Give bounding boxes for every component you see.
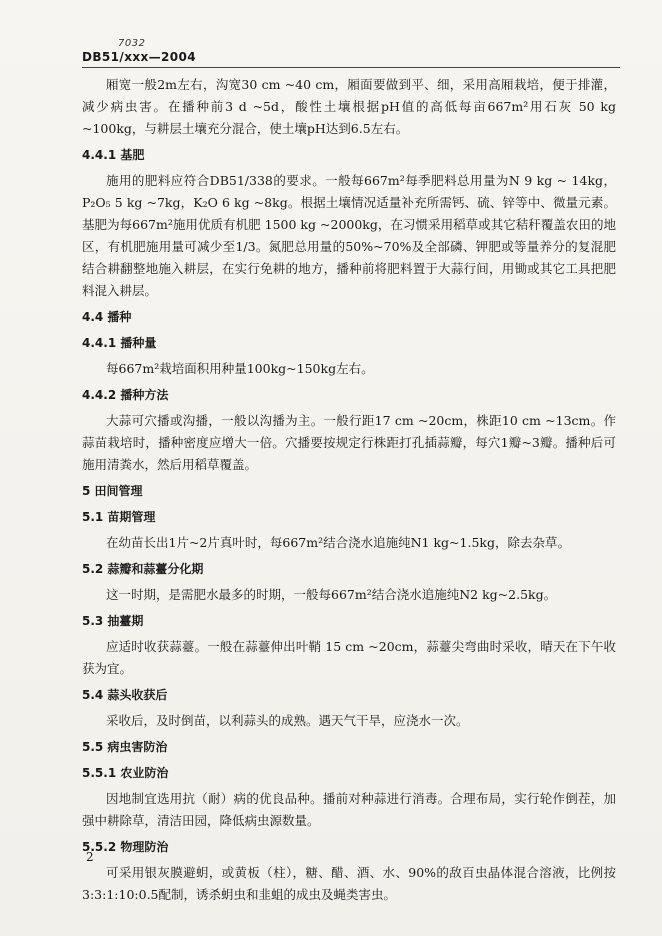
paragraph-seed-amount: 每667m²栽培面积用种量100kg~150kg左右。	[106, 361, 374, 376]
section-5-5-pest-control: 5.5 病虫害防治	[82, 740, 168, 754]
section-5-2-differentiation: 5.2 蒜瓣和蒜薹分化期	[82, 562, 204, 576]
page-number: 2	[86, 850, 94, 864]
document-id: DB51/xxx—2004	[82, 50, 197, 64]
paragraph-sowing-method: 大蒜可穴播或沟播，一般以沟播为主。一般行距17 cm ~20cm，株距10 cm ~13cm。作蒜苗栽培时，播种密度应增大一倍。穴播要按规定行株距打孔插蒜瓣，每穴1瓣~3瓣。播种后可施用清粪水，然后用稻草覆盖。	[82, 413, 616, 472]
paragraph-base-fertilizer: 施用的肥料应符合DB51/338的要求。一般每667m²每季肥料总用量为N 9 kg ~ 14kg，P₂O₅ 5 kg ~7kg，K₂O 6 kg ~8kg。根据土壤情况适量补充所需钙、硫、锌等中、微量元素。基肥为每667m²施用优质有机肥 1500 kg ~2000kg，在习惯采用稻草或其它秸秆覆盖农田的地区，有机肥施用量可减少至1/3。氮肥总用量的50%~70%及全部磷、钾肥或等量养分的复混肥结合耕翻整地施入耕层，在实行免耕的地方，播种前将肥料置于大蒜行间，用锄或其它工具把肥料混入耕层。	[82, 173, 616, 298]
section-5-5-2-physical: 5.5.2 物理防治	[82, 840, 169, 854]
paragraph-agricultural: 因地制宜选用抗（耐）病的优良品种。播前对种蒜进行消毒。合理布局，实行轮作倒茬，加强中耕除草，清洁田园，降低病虫源数量。	[82, 791, 616, 828]
section-5-5-1-agricultural: 5.5.1 农业防治	[82, 766, 169, 780]
paragraph-differentiation: 这一时期，是需肥水最多的时期，一般每667m²结合浇水追施纯N2 kg~2.5kg。	[106, 587, 557, 602]
section-4-4-1-base-fertilizer: 4.4.1 基肥	[82, 148, 145, 162]
paragraph-seedling: 在幼苗长出1片~2片真叶时，每667m²结合浇水追施纯N1 kg~1.5kg，除去杂草。	[106, 535, 570, 550]
section-5-field-management: 5 田间管理	[82, 484, 143, 498]
header-rule	[82, 67, 620, 68]
paragraph-bed-width: 厢宽一般2m左右，沟宽30 cm ~40 cm，厢面要做到平、细，采用高厢栽培，便于排灌，减少病虫害。在播种前3 d ~5d，酸性土壤根据pH值的高低每亩667m²用石灰 50 kg ~100kg，与耕层土壤充分混合，使土壤pH达到6.5左右。	[82, 77, 616, 136]
handwritten-annotation: 7032	[118, 38, 146, 49]
paragraph-physical: 可采用银灰膜避蚏，或黄板（柱），糖、醋、酒、水、90%的敌百虫晶体混合溶液，比例按 3:3:1:10:0.5配制，诱杀蚏虫和韭蛆的成虫及蝇类害虫。	[82, 865, 616, 902]
section-5-1-seedling: 5.1 苗期管理	[82, 510, 156, 524]
paragraph-after-harvest: 采收后，及时倒苗，以利蒜头的成熟。遇天气干旱，应浇水一次。	[106, 713, 469, 728]
document-body	[82, 74, 616, 910]
paragraph-bolting: 应适时收获蒜薹。一般在蒜薹伸出叶鞘 15 cm ~20cm，蒜薹尖弯曲时采收，晴天在下午收获为宜。	[82, 639, 616, 676]
section-4-4-sowing: 4.4 播种	[82, 310, 132, 324]
section-5-4-after-harvest: 5.4 蒜头收获后	[82, 688, 168, 702]
section-4-4-1-seed-amount: 4.4.1 播种量	[82, 336, 157, 350]
section-5-3-bolting: 5.3 抽薹期	[82, 614, 144, 628]
section-4-4-2-sowing-method: 4.4.2 播种方法	[82, 388, 169, 402]
